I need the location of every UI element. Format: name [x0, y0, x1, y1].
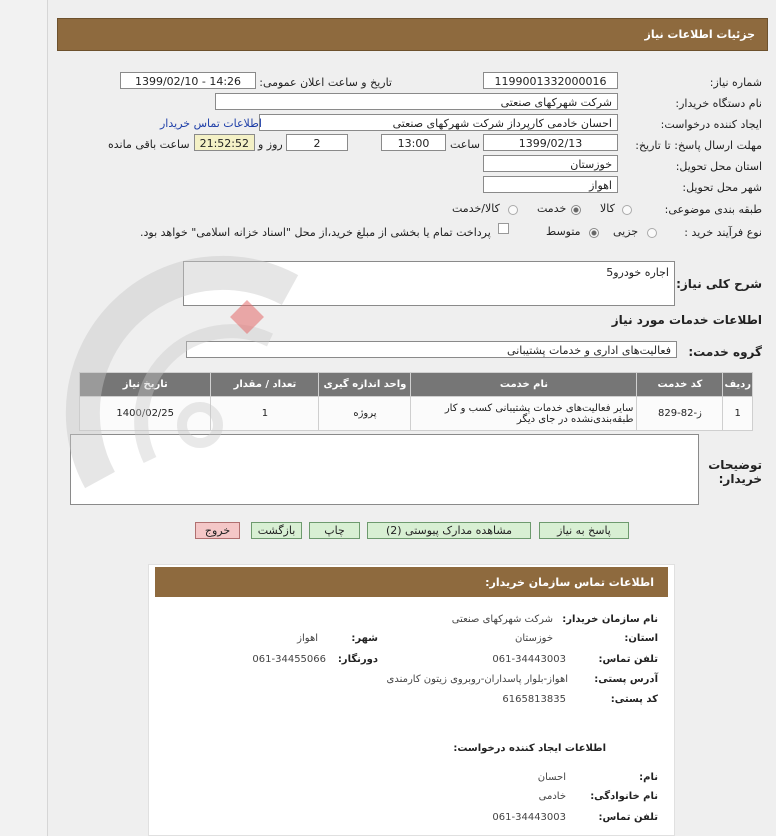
table-row: [80, 397, 753, 431]
buyer-org-field: شرکت شهرکهای صنعتی: [215, 93, 618, 110]
city-field: اهواز: [483, 176, 618, 193]
category-radio-goods-service[interactable]: [508, 203, 518, 216]
category-radio-service[interactable]: [571, 203, 581, 216]
announce-label: تاریخ و ساعت اعلان عمومی:: [259, 76, 392, 89]
table-header-row: [80, 373, 753, 397]
cell-code: ز-82-829: [637, 397, 723, 431]
creator-first-name-value: احسان: [537, 772, 566, 783]
contact-city-value: اهواز: [297, 633, 318, 644]
province-field: خوزستان: [483, 155, 618, 172]
process-option-minor: جزیی: [613, 225, 639, 238]
back-button[interactable]: بازگشت: [251, 522, 302, 539]
days-label: روز و: [258, 138, 283, 151]
page-title: جزئیات اطلاعات نیاز: [644, 28, 755, 41]
process-radio-minor[interactable]: [647, 226, 657, 239]
service-group-label: گروه خدمت:: [688, 345, 762, 359]
process-label: نوع فرآیند خرید :: [684, 226, 762, 239]
contact-province-value: خوزستان: [515, 633, 553, 644]
cell-row: 1: [723, 397, 753, 431]
contact-city-label: شهر:: [351, 633, 378, 644]
need-number-field: 1199001332000016: [483, 72, 618, 89]
creator-first-name-label: نام:: [639, 772, 658, 783]
category-option-service: خدمت: [537, 202, 567, 215]
contact-address-value: اهواز-بلوار پاسداران-روبروی زیتون کارمندی: [386, 674, 568, 685]
summary-field[interactable]: اجاره خودرو5: [183, 261, 675, 306]
contact-title: اطلاعات تماس سازمان خریدار:: [485, 576, 654, 589]
col-date-header: تاریخ نیاز: [80, 373, 211, 397]
services-table: [79, 372, 753, 431]
city-label: شهر محل تحویل:: [682, 181, 762, 194]
creator-last-name-label: نام خانوادگی:: [590, 791, 658, 802]
creator-info-title: اطلاعات ایجاد کننده درخواست:: [453, 743, 606, 754]
col-code-header: کد خدمت: [637, 373, 723, 397]
contact-phone-label: تلفن تماس:: [598, 654, 658, 665]
process-radio-medium[interactable]: [589, 226, 599, 239]
category-radio-goods[interactable]: [622, 203, 632, 216]
contact-province-label: استان:: [624, 633, 658, 644]
creator-field: احسان خادمی کارپرداز شرکت شهرکهای صنعتی: [259, 114, 618, 131]
contact-postal-label: کد پستی:: [610, 694, 658, 705]
category-label: طبقه بندی موضوعی:: [664, 203, 762, 216]
contact-fax-value: 061-34455066: [252, 654, 326, 665]
province-label: استان محل تحویل:: [675, 160, 762, 173]
creator-phone-value: 061-34443003: [492, 812, 566, 823]
col-row-header: ردیف: [723, 373, 753, 397]
contact-panel-header: [155, 567, 668, 597]
time-label: ساعت: [450, 138, 480, 151]
contact-org-label: نام سازمان خریدار:: [562, 614, 658, 625]
cell-date: 1400/02/25: [80, 397, 211, 431]
deadline-date-field: 1399/02/13: [483, 134, 618, 151]
contact-fax-label: دورنگار:: [337, 654, 378, 665]
remaining-label: ساعت باقی مانده: [108, 138, 190, 151]
view-attachments-button[interactable]: مشاهده مدارک پیوستی (2): [367, 522, 531, 539]
days-field: 2: [286, 134, 348, 151]
col-qty-header: تعداد / مقدار: [211, 373, 319, 397]
remaining-time-field: 21:52:52: [194, 134, 255, 151]
deadline-time-field: 13:00: [381, 134, 446, 151]
contact-phone-value: 061-34443003: [492, 654, 566, 665]
buyer-org-label: نام دستگاه خریدار:: [675, 97, 762, 110]
treasury-checkbox[interactable]: [498, 223, 509, 234]
deadline-label: مهلت ارسال پاسخ: تا تاریخ:: [635, 139, 762, 152]
payment-note: پرداخت تمام یا بخشی از مبلغ خرید،از محل "اسناد خزانه اسلامی" خواهد بود.: [140, 226, 491, 239]
print-button[interactable]: چاپ: [309, 522, 360, 539]
page-header: [57, 18, 768, 51]
cell-unit: پروژه: [319, 397, 411, 431]
need-number-label: شماره نیاز:: [709, 76, 762, 89]
buyer-notes-label: توضیحات خریدار:: [708, 458, 762, 486]
cell-qty: 1: [211, 397, 319, 431]
reply-button[interactable]: پاسخ به نیاز: [539, 522, 629, 539]
service-group-field: فعالیت‌های اداری و خدمات پشتیبانی: [186, 341, 677, 358]
exit-button[interactable]: خروج: [195, 522, 240, 539]
services-title: اطلاعات خدمات مورد نیاز: [611, 313, 762, 327]
cell-name: سایر فعالیت‌های خدمات پشتیبانی کسب و کار طبقه‌بندی‌نشده در جای دیگر: [411, 397, 637, 431]
process-option-medium: متوسط: [546, 225, 581, 238]
category-option-goods-service: کالا/خدمت: [452, 202, 500, 215]
announce-field: 1399/02/10 - 14:26: [120, 72, 256, 89]
creator-phone-label: تلفن تماس:: [598, 812, 658, 823]
buyer-notes-field[interactable]: [70, 434, 699, 505]
creator-last-name-value: خادمی: [538, 791, 566, 802]
category-option-goods: کالا: [600, 202, 615, 215]
contact-postal-value: 6165813835: [502, 694, 566, 705]
buyer-contact-link[interactable]: اطلاعات تماس خریدار: [160, 117, 262, 130]
creator-label: ایجاد کننده درخواست:: [660, 118, 762, 131]
col-unit-header: واحد اندازه گیری: [319, 373, 411, 397]
summary-label: شرح کلی نیاز:: [676, 277, 762, 291]
col-name-header: نام خدمت: [411, 373, 637, 397]
contact-address-label: آدرس پستی:: [594, 674, 658, 685]
contact-org-value: شرکت شهرکهای صنعتی: [451, 614, 553, 625]
